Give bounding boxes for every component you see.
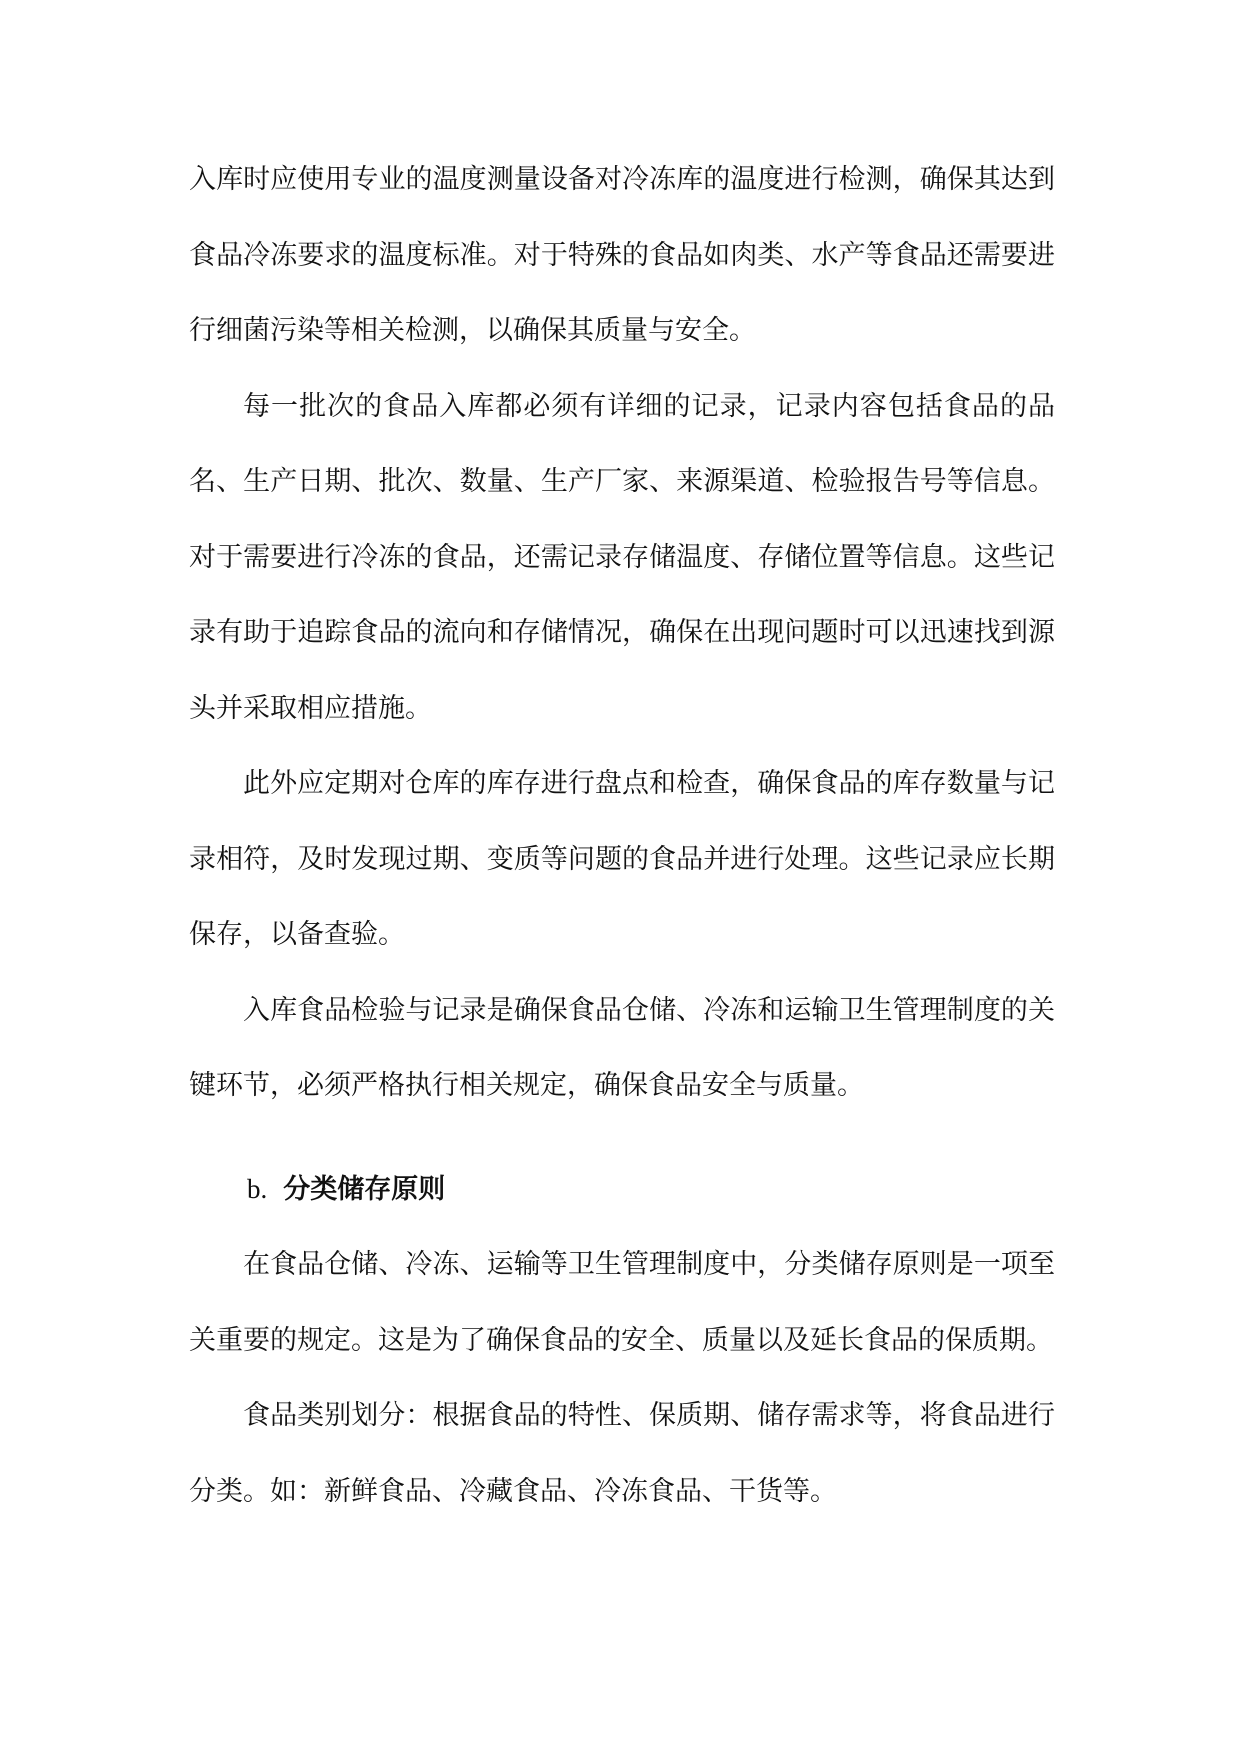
section-number: b.	[247, 1173, 268, 1204]
paragraph-temperature-check: 入库时应使用专业的温度测量设备对冷冻库的温度进行检测，确保其达到食品冷冻要求的温度标准。对于特殊的食品如肉类、水产等食品还需要进行细菌污染等相关检测，以确保其质量与安全。	[189, 164, 1055, 346]
paragraph-food-categories: 食品类别划分：根据食品的特性、保质期、储存需求等，将食品进行分类。如：新鲜食品、冷藏食品、冷冻食品、干货等。	[189, 1400, 1055, 1507]
paragraph-classification-principle: 在食品仓储、冷冻、运输等卫生管理制度中，分类储存原则是一项至关重要的规定。这是为了确保食品的安全、质量以及延长食品的保质期。	[189, 1249, 1055, 1356]
paragraph-batch-record: 每一批次的食品入库都必须有详细的记录，记录内容包括食品的品名、生产日期、批次、数量、生产厂家、来源渠道、检验报告号等信息。对于需要进行冷冻的食品，还需记录存储温度、存储位置等信息。这些记录有助于追踪食品的流向和存储情况，确保在出现问题时可以迅速找到源头并采取相应措施。	[189, 390, 1055, 724]
paragraph-inventory-check: 此外应定期对仓库的库存进行盘点和检查，确保食品的库存数量与记录相符，及时发现过期、变质等问题的食品并进行处理。这些记录应长期保存，以备查验。	[189, 768, 1055, 950]
section-heading	[189, 1152, 1055, 1228]
section-title: 分类储存原则	[283, 1173, 446, 1205]
document-body	[189, 142, 1055, 1529]
paragraph-inspection-summary: 入库食品检验与记录是确保食品仓储、冷冻和运输卫生管理制度的关键环节，必须严格执行相关规定，确保食品安全与质量。	[189, 994, 1055, 1101]
